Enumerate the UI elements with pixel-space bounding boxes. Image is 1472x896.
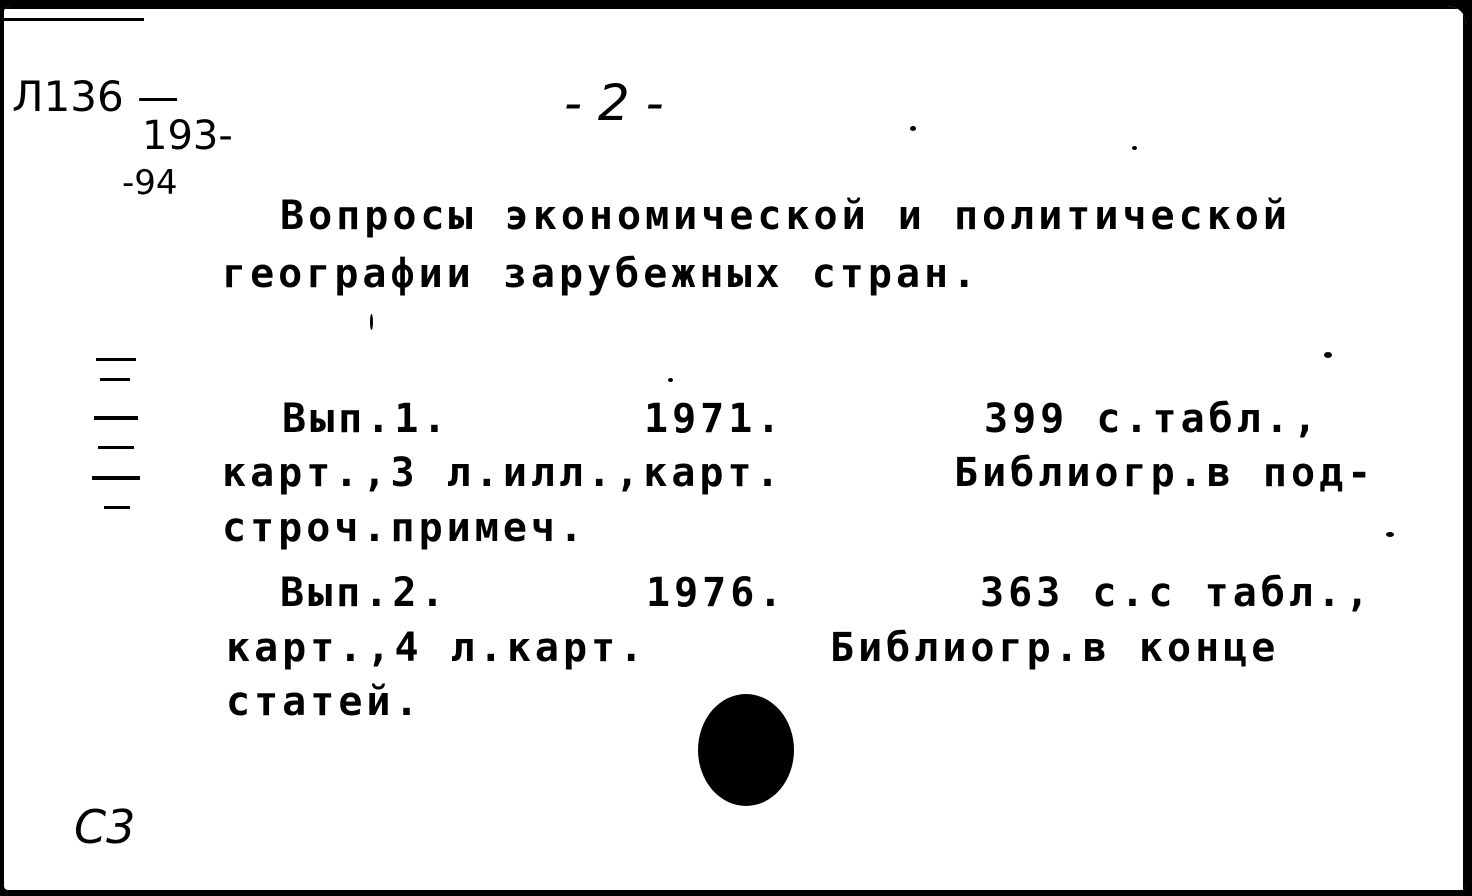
shelf-mark: С3 bbox=[74, 800, 136, 854]
scan-mark bbox=[96, 358, 136, 361]
card-top-edge bbox=[4, 6, 1466, 9]
scan-speck bbox=[370, 314, 373, 330]
scan-speck bbox=[910, 126, 916, 131]
volume1-illustrations: карт.,3 л.илл.,карт. bbox=[222, 450, 784, 496]
volume2-pages: 363 с.с табл., bbox=[980, 570, 1374, 616]
punch-hole bbox=[698, 694, 794, 806]
call-number-line3: -94 bbox=[122, 163, 178, 203]
volume2-bibliography: Библиогр.в конце bbox=[830, 625, 1280, 671]
volume1-year: 1971. bbox=[644, 396, 785, 442]
catalog-card bbox=[4, 6, 1466, 890]
volume1-notes: строч.примеч. bbox=[222, 505, 588, 551]
scan-mark bbox=[4, 18, 144, 21]
scan-mark bbox=[92, 476, 140, 480]
title-line1: Вопросы экономической и политической bbox=[280, 193, 1291, 239]
scan-speck bbox=[668, 378, 673, 382]
volume2-maps: карт.,4 л.карт. bbox=[226, 625, 648, 671]
scan-mark bbox=[98, 446, 134, 449]
call-number-line2: 193- bbox=[142, 113, 233, 159]
volume1-bibliography: Библиогр.в под- bbox=[954, 450, 1376, 496]
scan-mark bbox=[104, 506, 130, 509]
call-number-line1: Л136 — bbox=[12, 72, 180, 121]
title-line2: географии зарубежных стран. bbox=[222, 251, 981, 297]
scan-mark bbox=[94, 416, 138, 420]
volume1-issue: Вып.1. bbox=[282, 396, 451, 442]
scan-mark bbox=[100, 378, 130, 381]
scan-speck bbox=[1324, 352, 1332, 358]
scan-speck bbox=[1386, 532, 1394, 537]
volume2-year: 1976. bbox=[646, 570, 787, 616]
card-page-number: - 2 - bbox=[564, 74, 664, 132]
card-right-edge bbox=[1463, 6, 1466, 890]
volume2-articles: статей. bbox=[226, 679, 423, 725]
scan-speck bbox=[1132, 146, 1137, 150]
volume1-pages: 399 с.табл., bbox=[984, 396, 1321, 442]
volume2-issue: Вып.2. bbox=[280, 570, 449, 616]
